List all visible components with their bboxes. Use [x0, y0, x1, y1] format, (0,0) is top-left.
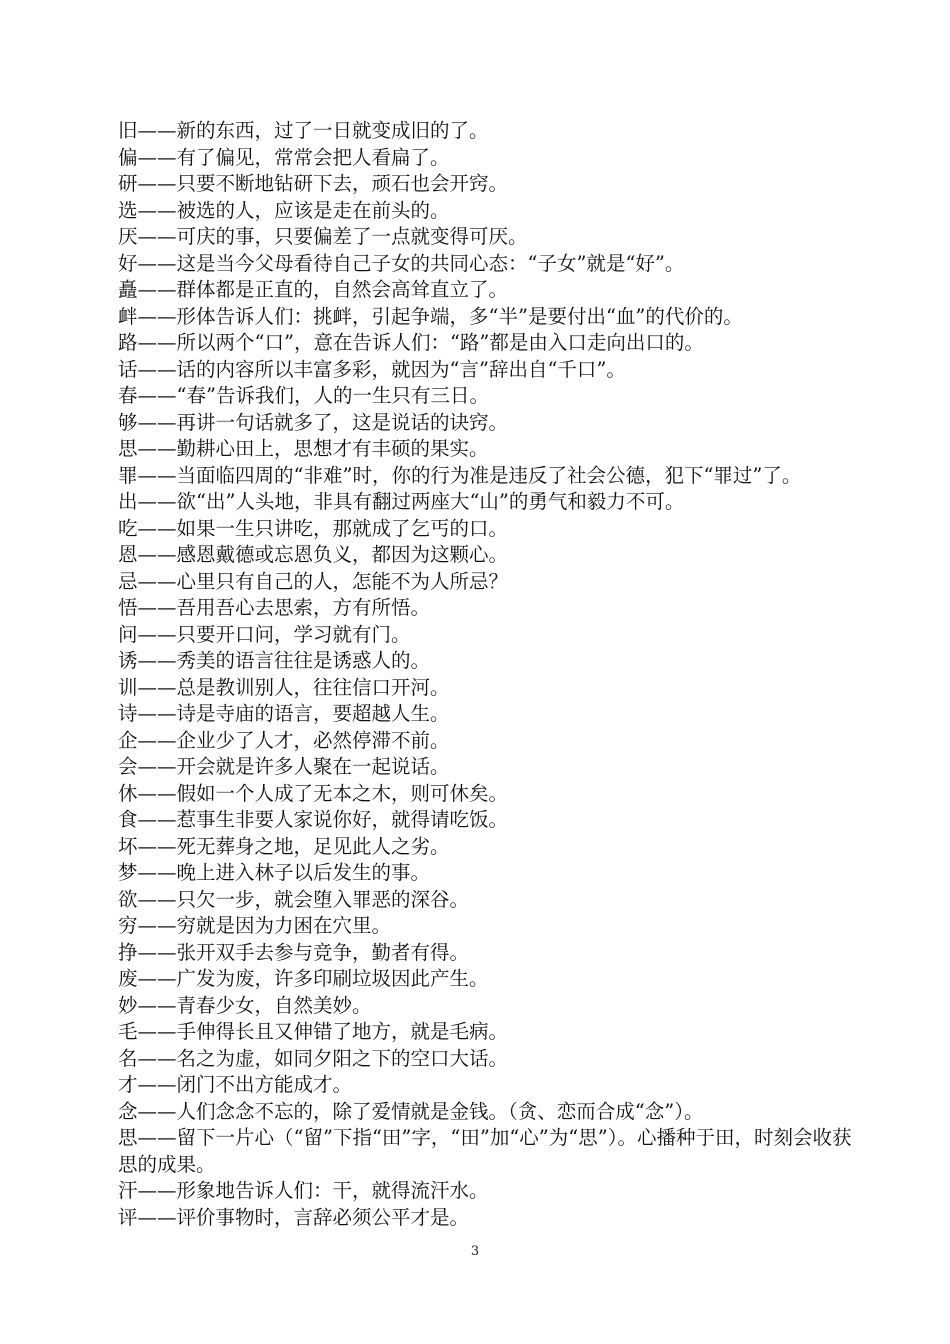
entry-en: 恩——感恩戴德或忘恩负义，都因为这颗心。: [118, 543, 509, 566]
entry-hao: 好——这是当今父母看待自己子女的共同心态：“子女”就是“好”。: [118, 251, 685, 275]
entry-nian: 念——人们念念不忘的，除了爱情就是金钱。（贪、恋而合成“念”）。: [118, 1099, 704, 1123]
entry-xin: 衅——形体告诉人们：挑衅，引起争端，多“半”是要付出“血”的代价的。: [118, 304, 743, 328]
entry-shi-2: 食——惹事生非要人家说你好，就得请吃饭。: [118, 808, 509, 831]
entry-lu: 路——所以两个“口”，意在告诉人们：“路”都是由入口走向出口的。: [118, 331, 704, 354]
entry-xuan: 选——被选的人，应该是走在前头的。: [118, 198, 450, 222]
entry-chu-2: 出——欲“出”人头地，非具有翻过两座大“山”的勇气和毅力不可。: [118, 490, 685, 513]
entry-xun: 训——总是教训别人，往往信口开河。: [118, 675, 450, 699]
entry-yu: 欲——只欠一步，就会堕入罪恶的深谷。: [118, 887, 470, 911]
entry-miao: 妙——青春少女，自然美妙。: [118, 993, 372, 1017]
entry-huai: 坏——死无葬身之地，足见此人之劣。: [118, 834, 450, 858]
entry-qiong: 穷——穷就是因为力困在穴里。: [118, 914, 392, 937]
entry-si: 思——勤耕心田上，思想才有丰硕的果实。: [118, 437, 489, 460]
entry-fei: 废——广发为废，许多印刷垃圾因此产生。: [118, 967, 489, 990]
entry-zui: 罪——当面临四周的“非难”时，你的行为准是违反了社会公德，犯下“罪过”了。: [118, 463, 802, 487]
entry-xiu: 休——假如一个人成了无本之木，则可休矣。: [118, 781, 509, 805]
entry-shi: 诗——诗是寺庙的语言，要超越人生。: [118, 702, 450, 725]
entry-chun: 春——“春”告诉我们，人的一生只有三日。: [118, 384, 489, 407]
entry-wen: 问——只要开口问，学习就有门。: [118, 622, 411, 646]
entry-meng: 梦——晚上进入林子以后发生的事。: [118, 861, 431, 884]
entry-hua: 话——话的内容所以丰富多彩，就因为“言”辞出自“千口”。: [118, 357, 626, 381]
entry-pian: 偏——有了偏见，常常会把人看扁了。: [118, 145, 450, 169]
entry-mao: 毛——手伸得长且又伸错了地方，就是毛病。: [118, 1020, 509, 1043]
entry-qi: 企——企业少了人才，必然停滞不前。: [118, 728, 450, 752]
entry-yan-2: 厌——可庆的事，只要偏差了一点就变得可厌。: [118, 225, 528, 248]
entry-ming: 名——名之为虚，如同夕阳之下的空口大话。: [118, 1046, 509, 1070]
entry-ping: 评——评价事物时，言辞必须公平才是。: [118, 1205, 470, 1229]
entry-chu: 矗——群体都是正直的，自然会高耸直立了。: [118, 278, 509, 301]
entry-hui: 会——开会就是许多人聚在一起说话。: [118, 755, 450, 778]
entry-han: 汗——形象地告诉人们：干，就得流汗水。: [118, 1179, 489, 1202]
entry-you: 诱——秀美的语言往往是诱惑人的。: [118, 649, 431, 672]
entry-si-2: 思——留下一片心（“留”下指“田”字，“田”加“心”为“思”）。心播种于田，时刻会收获思的成果。: [118, 1126, 852, 1176]
entry-yan: 研——只要不断地钻研下去，顽石也会开窍。: [118, 172, 509, 195]
entry-zheng: 挣——张开双手去参与竞争，勤者有得。: [118, 940, 470, 964]
entry-jiu: 旧——新的东西，过了一日就变成旧的了。: [118, 119, 489, 142]
entry-wu: 悟——吾用吾心去思索，方有所悟。: [118, 596, 431, 619]
entry-ji: 忌——心里只有自己的人，怎能不为人所忌？: [118, 569, 509, 593]
entry-gou: 够——再讲一句话就多了，这是说话的诀窍。: [118, 410, 509, 434]
entry-chi: 吃——如果一生只讲吃，那就成了乞丐的口。: [118, 516, 509, 540]
entry-cai: 才——闭门不出方能成才。: [118, 1073, 353, 1096]
entry-list: [118, 118, 853, 1231]
page-number: 3: [470, 1244, 480, 1259]
